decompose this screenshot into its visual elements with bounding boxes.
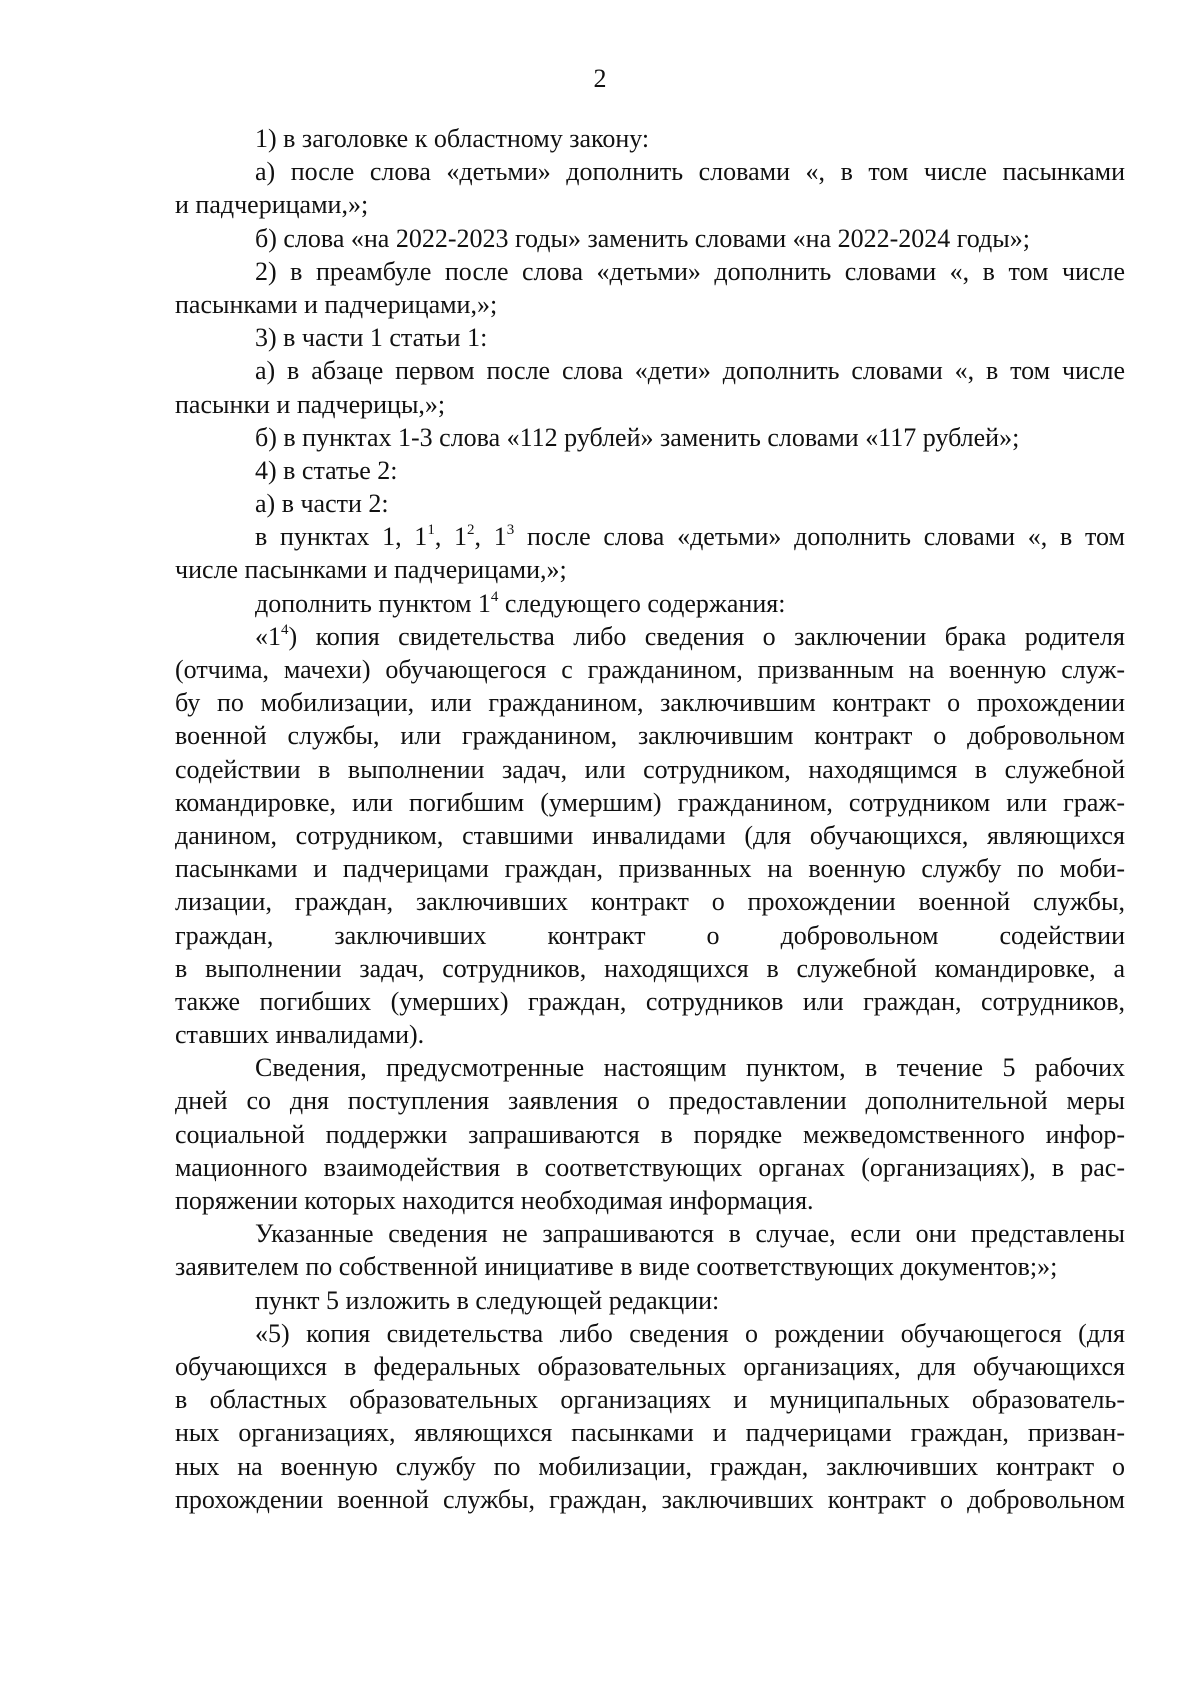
text-line: дней со дня поступления заявления о предоставлении дополнительной меры: [175, 1086, 1125, 1116]
text-line: ных на военную службу по мобилизации, граждан, заключивших контракт о: [175, 1451, 1125, 1481]
text-line: числе пасынками и падчерицами,»;: [175, 555, 567, 585]
text-span: , 1: [434, 522, 468, 552]
text-line: 1) в заголовке к областному закону:: [255, 124, 650, 153]
text-line: пасынками и падчерицами,»;: [175, 289, 498, 319]
text-line: прохождении военной службы, граждан, заключивших контракт о добровольном: [175, 1484, 1125, 1514]
text-line: (отчима, мачехи) обучающегося с гражданином, призванным на военную служ-: [175, 655, 1125, 684]
text-line: Сведения, предусмотренные настоящим пунктом, в течение 5 рабочих: [255, 1053, 1125, 1083]
text-span: после слова «детьми» дополнить словами «, в том: [514, 522, 1125, 552]
text-line: и падчерицами,»;: [175, 190, 369, 220]
text-line: социальной поддержки запрашиваются в порядке межведомственного инфор-: [175, 1119, 1125, 1149]
text-line: ных организациях, являющихся пасынками и падчерицами граждан, призван-: [175, 1418, 1125, 1448]
text-line: данином, сотрудником, ставшими инвалидами (для обучающихся, являющихся: [175, 820, 1125, 850]
text-line: ставших инвалидами).: [175, 1020, 425, 1050]
text-line: лизации, граждан, заключивших контракт о прохождении военной службы,: [175, 887, 1125, 917]
text-span: ) копия свидетельства либо сведения о заключении брака родителя: [288, 621, 1125, 651]
document-body: [175, 122, 1125, 1516]
text-line: заявителем по собственной инициативе в виде соответствующих документов;»;: [175, 1252, 1058, 1282]
text-line: б) слова «на 2022-2023 годы» заменить словами «на 2022-2024 годы»;: [255, 223, 1030, 253]
text-line: обучающихся в федеральных образовательных организациях, для обучающихся: [175, 1351, 1125, 1381]
text-line: мационного взаимодействия в соответствующих органах (организациях), в рас-: [175, 1152, 1125, 1182]
superscript: 4: [490, 588, 499, 605]
text-line-with-superscripts: [175, 620, 1125, 653]
text-line: бу по мобилизации, или гражданином, заключившим контракт о прохождении: [175, 688, 1125, 718]
text-line: в выполнении задач, сотрудников, находящихся в служебной командировке, а: [175, 953, 1125, 983]
text-line: граждан, заключивших контракт о добровольном содействии: [175, 920, 1125, 950]
superscript: 2: [467, 522, 475, 539]
text-line-with-superscripts: [175, 520, 1125, 553]
text-line-with-superscripts: [175, 587, 1125, 620]
text-span: «1: [255, 621, 281, 651]
text-line: а) в абзаце первом после слова «дети» дополнить словами «, в том числе: [255, 356, 1125, 386]
text-line: поряжении которых находится необходимая информация.: [175, 1186, 814, 1215]
text-line: командировке, или погибшим (умершим) гражданином, сотрудником или граж-: [175, 787, 1125, 817]
text-span: следующего содержания:: [498, 588, 786, 618]
text-line: 2) в преамбуле после слова «детьми» дополнить словами «, в том числе: [255, 256, 1125, 286]
text-line: а) после слова «детьми» дополнить словами «, в том числе пасынками: [255, 157, 1125, 187]
text-line: пасынки и падчерицы,»;: [175, 389, 446, 419]
text-line: а) в части 2:: [255, 489, 389, 519]
text-line: военной службы, или гражданином, заключившим контракт о добровольном: [175, 721, 1125, 751]
text-span: , 1: [474, 522, 507, 552]
text-line: «5) копия свидетельства либо сведения о рождении обучающегося (для: [255, 1318, 1125, 1348]
text-line: пасынками и падчерицами граждан, призванных на военную службу по моби-: [175, 854, 1125, 884]
page-number: 2: [593, 64, 607, 93]
text-span: в пунктах 1, 1: [255, 522, 428, 552]
superscript: 4: [281, 621, 289, 638]
text-line: пункт 5 изложить в следующей редакции:: [255, 1285, 720, 1315]
text-line: 3) в части 1 статьи 1:: [255, 323, 488, 353]
text-line: 4) в статье 2:: [255, 455, 398, 485]
text-line: содействии в выполнении задач, или сотрудником, находящимся в служебной: [175, 754, 1125, 784]
text-line: в областных образовательных организациях и муниципальных образователь-: [175, 1385, 1125, 1415]
text-span: дополнить пунктом 1: [255, 588, 491, 618]
text-line: также погибших (умерших) граждан, сотрудников или граждан, сотрудников,: [175, 986, 1125, 1016]
superscript: 3: [506, 522, 515, 539]
superscript: 1: [427, 522, 435, 539]
text-line: б) в пунктах 1-3 слова «112 рублей» заменить словами «117 рублей»;: [255, 422, 1020, 452]
text-line: Указанные сведения не запрашиваются в случае, если они представлены: [255, 1219, 1125, 1249]
